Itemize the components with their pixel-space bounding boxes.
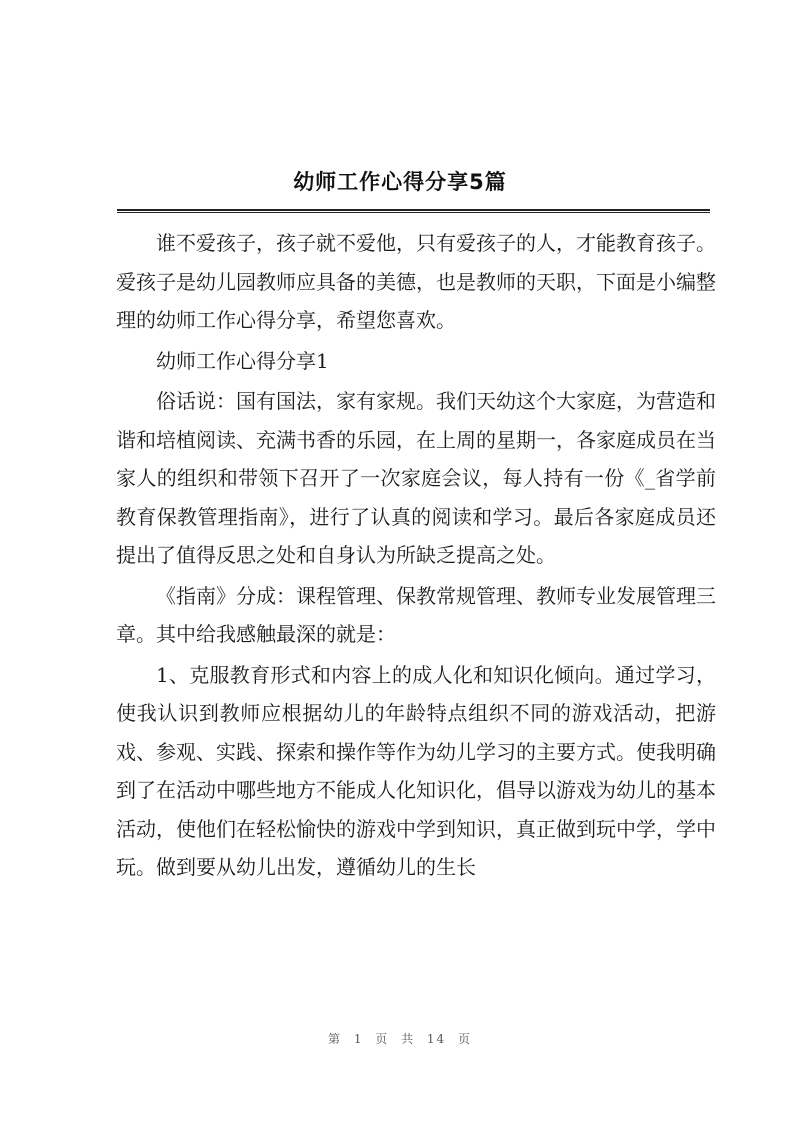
paragraph: 1、克服教育形式和内容上的成人化和知识化倾向。通过学习，使我认识到教师应根据幼儿的年龄特点组织不同的游戏活动，把游戏、参观、实践、探索和操作等作为幼儿学习的主要方式。使我明确到了在活动中哪些地方不能成人化知识化，倡导以游戏为幼儿的基本活动，使他们在轻松愉快的游戏中学到知识，真正做到玩中学，学中玩。做到要从幼儿出发，遵循幼儿的生长 (116, 662, 716, 879)
title-divider (117, 209, 710, 213)
document-body (116, 224, 716, 887)
paragraph: 俗话说：国有国法，家有家规。我们天幼这个大家庭，为营造和谐和培植阅读、充满书香的乐园，在上周的星期一，各家庭成员在当家人的组织和带领下召开了一次家庭会议，每人持有一份《_省学前教育保教管理指南》，进行了认真的阅读和学习。最后各家庭成员还提出了值得反思之处和自身认为所缺乏提高之处。 (116, 389, 716, 567)
paragraph: 《指南》分成：课程管理、保教常规管理、教师专业发展管理三章。其中给我感触最深的就是： (116, 583, 716, 646)
page-footer: 第 1 页 共 14 页 (328, 1032, 472, 1046)
paragraph-intro: 谁不爱孩子，孩子就不爱他，只有爱孩子的人，才能教育孩子。爱孩子是幼儿园教师应具备的美德，也是教师的天职，下面是小编整理的幼师工作心得分享，希望您喜欢。 (116, 231, 716, 332)
section-heading: 幼师工作心得分享1 (156, 348, 329, 373)
document-title: 幼师工作心得分享5篇 (293, 170, 507, 194)
